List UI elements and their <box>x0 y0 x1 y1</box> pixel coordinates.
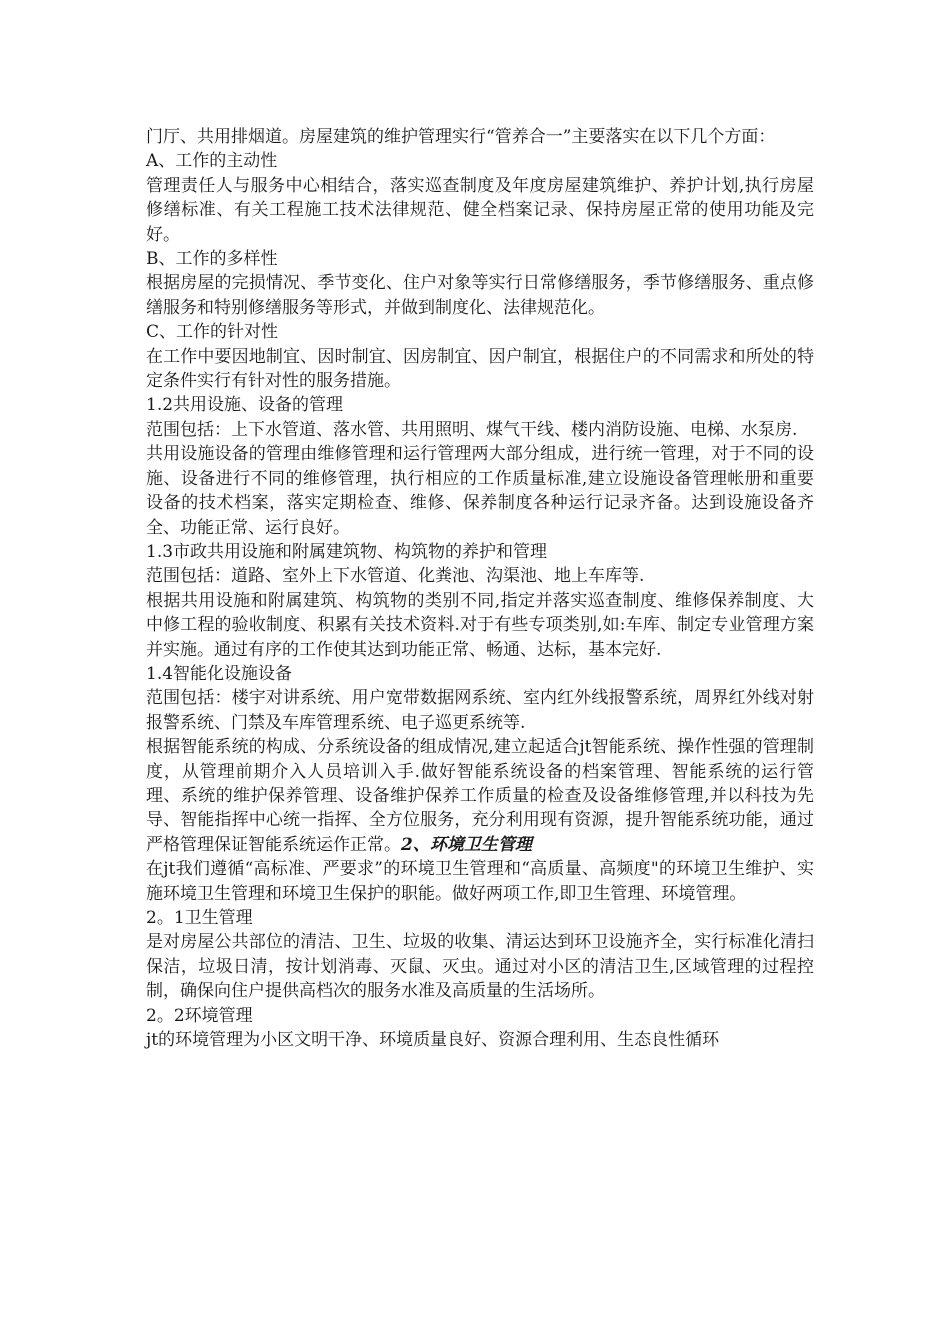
paragraph-1-4-scope: 范围包括：楼宇对讲系统、用户宽带数据网系统、室内红外线报警系统，周界红外线对射报警系统、门禁及车库管理系统、电子巡更系统等. <box>146 688 814 733</box>
paragraph-1-3-scope: 范围包括：道路、室外上下水管道、化粪池、沟渠池、地上车库等. <box>146 566 645 587</box>
heading-1-2: 1.2共用设施、设备的管理 <box>146 395 344 416</box>
heading-c: C、工作的针对性 <box>146 322 279 343</box>
paragraph-1-3-body: 根据共用设施和附属建筑、构筑物的类别不同,指定并落实巡查制度、维修保养制度、大中修工程的验收制度、积累有关技术资料.对于有些专项类别,如:车库、制定专业管理方案并实施。通过有序的工作使其达到功能正常、畅通、达标，基本完好. <box>146 590 814 660</box>
document-body <box>146 125 814 1052</box>
heading-a: A、工作的主动性 <box>146 151 278 172</box>
paragraph-intro: 门厅、共用排烟道。房屋建筑的维护管理实行“管养合一”主要落实在以下几个方面： <box>146 127 776 147</box>
paragraph-1-4-body <box>146 735 814 857</box>
paragraph-a: 管理责任人与服务中心相结合，落实巡查制度及年度房屋建筑维护、养护计划,执行房屋修缮标准、有关工程施工技术法律规范、健全档案记录、保持房屋正常的使用功能及完好。 <box>146 175 814 245</box>
heading-b: B、工作的多样性 <box>146 249 278 270</box>
heading-2-1: 2。1卫生管理 <box>146 908 253 928</box>
paragraph-2-1-body: 是对房屋公共部位的清洁、卫生、垃圾的收集、清运达到环卫设施齐全，实行标准化清扫保洁，垃圾日清，按计划消毒、灭鼠、灭虫。通过对小区的清洁卫生,区域管理的过程控制，确保向住户提供高档次的服务水准及高质量的生活场所。 <box>146 932 814 1002</box>
paragraph-b: 根据房屋的完损情况、季节变化、住户对象等实行日常修缮服务，季节修缮服务、重点修缮服务和特别修缮服务等形式，并做到制度化、法律规范化。 <box>146 273 814 318</box>
paragraph-2-intro: 在jt我们遵循“高标准、严要求”的环境卫生管理和“高质量、高频度"的环境卫生维护、实施环境卫生管理和环境卫生保护的职能。做好两项工作,即卫生管理、环境管理。 <box>146 859 814 904</box>
heading-2-environment: 2、环境卫生管理 <box>401 834 532 855</box>
heading-1-3: 1.3市政共用设施和附属建筑物、构筑物的养护和管理 <box>146 541 548 562</box>
paragraph-1-4-text: 根据智能系统的构成、分系统设备的组成情况,建立起适合jt智能系统、操作性强的管理制度，从管理前期介入人员培训入手.做好智能系统设备的档案管理、智能系统的运行管理、系统的维护保养管理、设备维护保养工作质量的检查及设备维修管理,并以科技为先导、智能指挥中心统一指挥、全方位服务，充分利用现有资源，提升智能系统功能，通过严格管理保证智能系统运作正常。 <box>146 737 814 855</box>
heading-2-2: 2。2环境管理 <box>146 1005 253 1026</box>
paragraph-1-2-body: 共用设施设备的管理由维修管理和运行管理两大部分组成，进行统一管理，对于不同的设施、设备进行不同的维修管理，执行相应的工作质量标准,建立设施设备管理帐册和重要设备的技术档案，落实定期检查、维修、保养制度各种运行记录齐备。达到设施设备齐全、功能正常、运行良好。 <box>146 444 814 538</box>
paragraph-1-2-scope: 范围包括：上下水管道、落水管、共用照明、煤气干线、楼内消防设施、电梯、水泵房. <box>146 419 798 440</box>
paragraph-2-2-body: jt的环境管理为小区文明干净、环境质量良好、资源合理利用、生态良性循环 <box>146 1030 720 1051</box>
paragraph-c: 在工作中要因地制宜、因时制宜、因房制宜、因户制宜，根据住户的不同需求和所处的特定条件实行有针对性的服务措施。 <box>146 346 814 392</box>
heading-1-4: 1.4智能化设施设备 <box>146 663 293 684</box>
